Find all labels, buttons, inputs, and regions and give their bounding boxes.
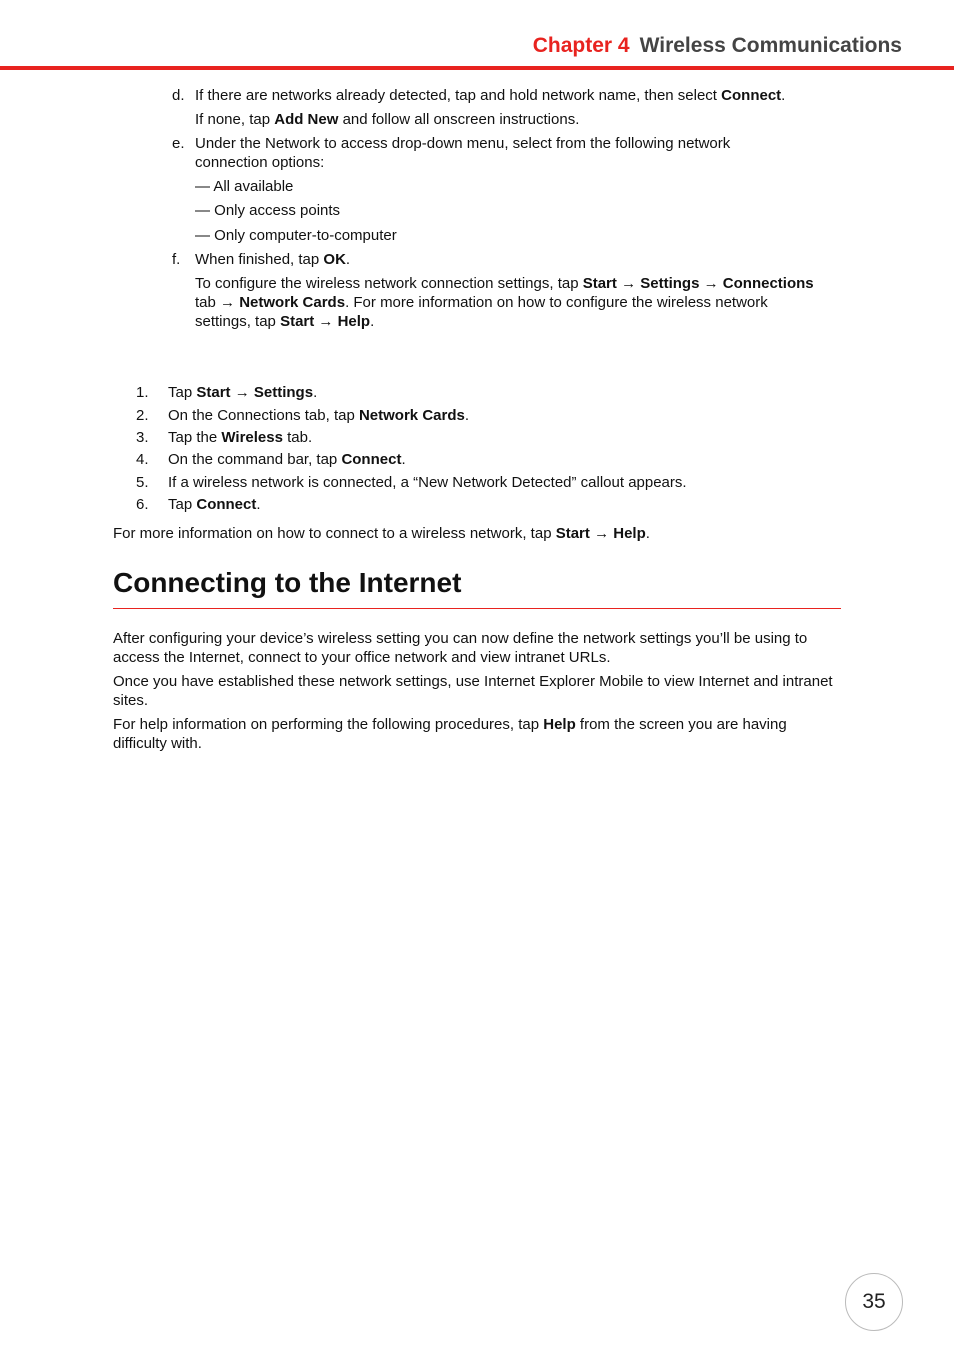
step-text: Tap the Wireless tab. [168,429,313,446]
header-rule [0,66,954,70]
step-text: Tap Start → Settings. [168,384,318,401]
step-number: 1. [136,384,149,401]
substep-marker-d: d. [172,87,185,104]
step-text: If a wireless network is connected, a “New Network Detected” callout appears. [168,474,687,491]
step-text: On the Connections tab, tap Network Cards. [168,407,470,424]
substep-marker-f: f. [172,251,181,268]
step-number: 5. [136,474,149,491]
substep-d-text: If there are networks already detected, tap and hold network name, then select Connect. [195,87,786,104]
page-number: 35 [845,1273,903,1331]
step-number: 2. [136,407,149,424]
more-info-text: For more information on how to connect to a wireless network, tap Start → Help. [113,525,650,542]
running-header [533,34,902,58]
substep-f-text: When finished, tap OK. [195,251,351,268]
substep-d-note: If none, tap Add New and follow all onscreen instructions. [195,111,580,128]
section-paragraph-2: Once you have established these network settings, use Internet Explorer Mobile to view Internet and intranet sites. [113,673,833,709]
step-number: 4. [136,451,149,468]
option-all-available: — All available [195,178,294,195]
section-heading: Connecting to the Internet [113,567,462,598]
step-text: Tap Connect. [168,496,261,513]
step-number: 3. [136,429,149,446]
option-computer-to-computer: — Only computer-to-computer [195,227,397,244]
section-rule [113,608,841,609]
chapter-label: Chapter 4 [532,34,630,57]
substep-e-text: Under the Network to access drop-down menu, select from the following network connection options: [195,135,731,171]
configuration-note: To configure the wireless network connection settings, tap Start → Settings → Connections tab → Network Cards. For more information on how to configure the wireless network settings, tap Start → Help. [195,275,814,330]
chapter-title: Wireless Communications [639,34,902,57]
section-paragraph-1: After configuring your device’s wireless setting you can now define the network settings you’ll be using to access the Internet, connect to your office network and view intranet URLs. [113,630,808,666]
step-text: On the command bar, tap Connect. [168,451,406,468]
substep-marker-e: e. [172,135,185,152]
section-paragraph-3: For help information on performing the following procedures, tap Help from the screen you are having difficulty with. [113,716,787,752]
option-access-points: — Only access points [195,202,341,219]
step-number: 6. [136,496,149,513]
